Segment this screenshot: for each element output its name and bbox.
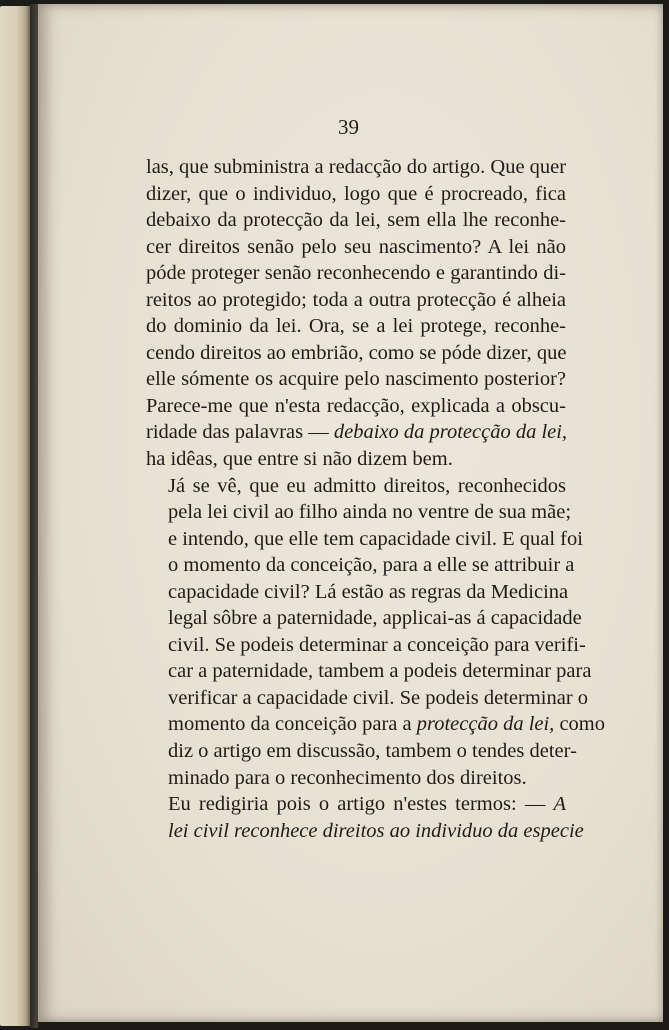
text-line: cendo direitos ao embrião, como se póde dizer, que [146, 341, 567, 364]
paragraph [146, 791, 584, 844]
text-segment: como [554, 713, 605, 736]
text-segment: momento da conceição para a [168, 713, 417, 736]
text-line: e intendo, que elle tem capacidade civil. E qual foi [168, 527, 583, 550]
text-line: cer direitos senão pelo seu nascimento? A lei não [146, 235, 566, 258]
text-line: las, que subministra a redacção do artigo. Que quer [146, 156, 567, 178]
text-line: capacidade civil? Lá estão as regras da Medicina [168, 580, 569, 603]
book-page [38, 4, 663, 1022]
body-text [146, 154, 605, 844]
italic-segment: debaixo da protecção da lei, [333, 421, 568, 444]
left-page-edge [0, 6, 30, 1026]
text-line: verificar a capacidade civil. Se podeis determinar o [168, 686, 589, 709]
text-line: do dominio da lei. Ora, se a lei protege, reconhe- [146, 315, 566, 338]
text-line: pela lei civil ao filho ainda no ventre de sua mãe; [168, 501, 572, 524]
book-gutter [30, 4, 38, 1028]
text-segment: Eu redigiria pois o artigo n'estes termos: — [168, 793, 554, 816]
text-line: car a paternidade, tambem a podeis determinar para [168, 660, 592, 683]
text-line: elle sómente os acquire pelo nascimento posterior? [146, 368, 566, 391]
paragraph [146, 473, 605, 792]
text-line: reitos ao protegido; toda a outra protecção é alheia [146, 288, 566, 311]
text-line: Parece-me que n'esta redacção, explicada a obscu- [146, 394, 566, 417]
text-segment: ridade das palavras — [146, 421, 334, 444]
text-line: legal sôbre a paternidade, applicai-as á capacidade [168, 607, 582, 630]
text-line: Já se vê, que eu admitto direitos, reconhecidos [168, 474, 566, 497]
text-line: civil. Se podeis determinar a conceição para verifi- [168, 633, 586, 656]
text-line: ha idêas, que entre si não dizem bem. [146, 448, 453, 471]
italic-segment: lei civil reconhece direitos ao individuo da especie [168, 819, 584, 842]
text-line: dizer, que o individuo, logo que é procreado, fica [146, 182, 566, 205]
italic-segment: A [553, 793, 566, 816]
text-line: minado para o reconhecimento dos direitos. [168, 766, 527, 789]
text-line: póde proteger senão reconhecendo e garantindo di- [146, 262, 566, 285]
text-line [146, 711, 605, 738]
text-line [146, 419, 566, 446]
paragraph [146, 154, 566, 473]
italic-segment: protecção da lei, [416, 713, 555, 736]
page-number: 39 [338, 115, 359, 139]
text-line [146, 791, 566, 818]
text-line: o momento da conceição, para a elle se attribuir a [168, 554, 575, 577]
text-line: debaixo da protecção da lei, sem ella lhe reconhe- [146, 209, 566, 232]
text-line: diz o artigo em discussão, tambem o tendes deter- [168, 740, 577, 763]
text-line [146, 818, 584, 845]
